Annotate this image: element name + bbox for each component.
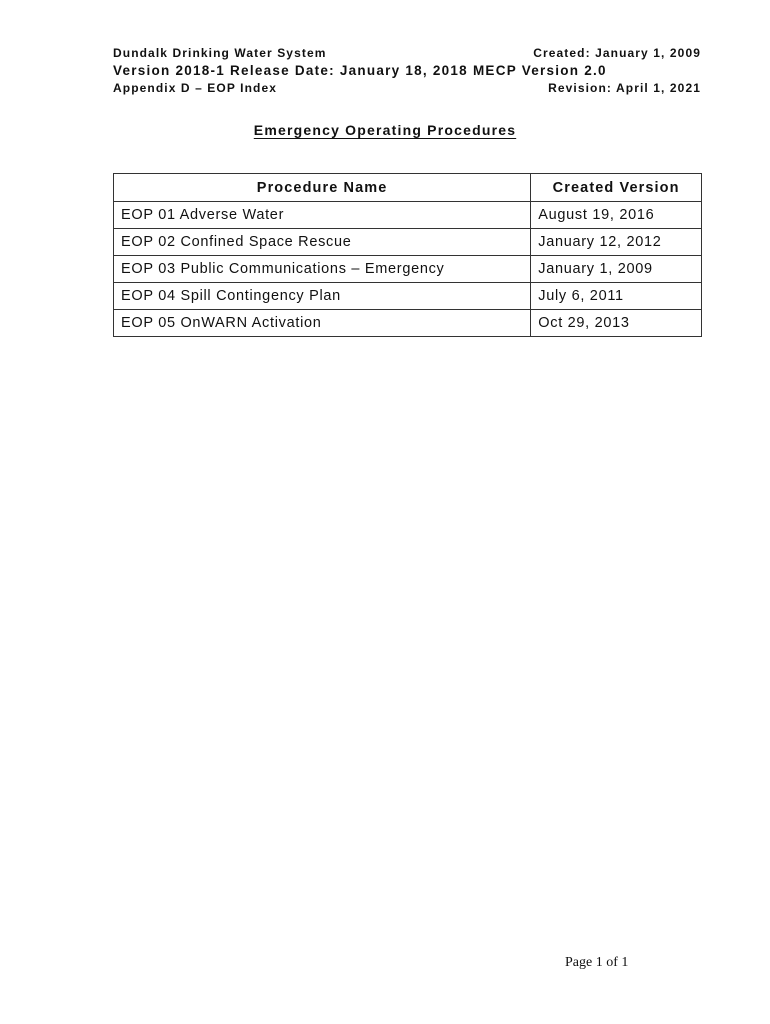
eop-index-table [113, 173, 702, 337]
column-header-created-version: Created Version [531, 174, 702, 202]
procedure-name-cell: EOP 03 Public Communications – Emergency [114, 256, 531, 283]
system-name: Dundalk Drinking Water System [113, 46, 327, 60]
version-info: Version 2018-1 Release Date: January 18, 2018 MECP Version 2.0 [113, 63, 607, 78]
table-row [114, 310, 702, 337]
table-row [114, 256, 702, 283]
header-line-1 [113, 46, 701, 60]
header-line-2 [113, 63, 701, 78]
document-title: Emergency Operating Procedures [253, 122, 517, 138]
column-header-procedure-name: Procedure Name [114, 174, 531, 202]
procedure-name-cell: EOP 02 Confined Space Rescue [114, 229, 531, 256]
created-version-cell: Oct 29, 2013 [531, 310, 702, 337]
procedure-name-cell: EOP 04 Spill Contingency Plan [114, 283, 531, 310]
table-header-row [114, 174, 702, 202]
table-row [114, 202, 702, 229]
page-number: Page 1 of 1 [565, 955, 629, 970]
created-version-cell: August 19, 2016 [531, 202, 702, 229]
created-date: Created: January 1, 2009 [533, 46, 701, 60]
table-row [114, 229, 702, 256]
appendix-label: Appendix D – EOP Index [113, 81, 278, 95]
created-version-cell: July 6, 2011 [531, 283, 702, 310]
procedure-name-cell: EOP 05 OnWARN Activation [114, 310, 531, 337]
created-version-cell: January 1, 2009 [531, 256, 702, 283]
created-version-cell: January 12, 2012 [531, 229, 702, 256]
revision-date: Revision: April 1, 2021 [548, 81, 701, 95]
header-line-3 [113, 81, 701, 95]
procedure-name-cell: EOP 01 Adverse Water [114, 202, 531, 229]
table-row [114, 283, 702, 310]
